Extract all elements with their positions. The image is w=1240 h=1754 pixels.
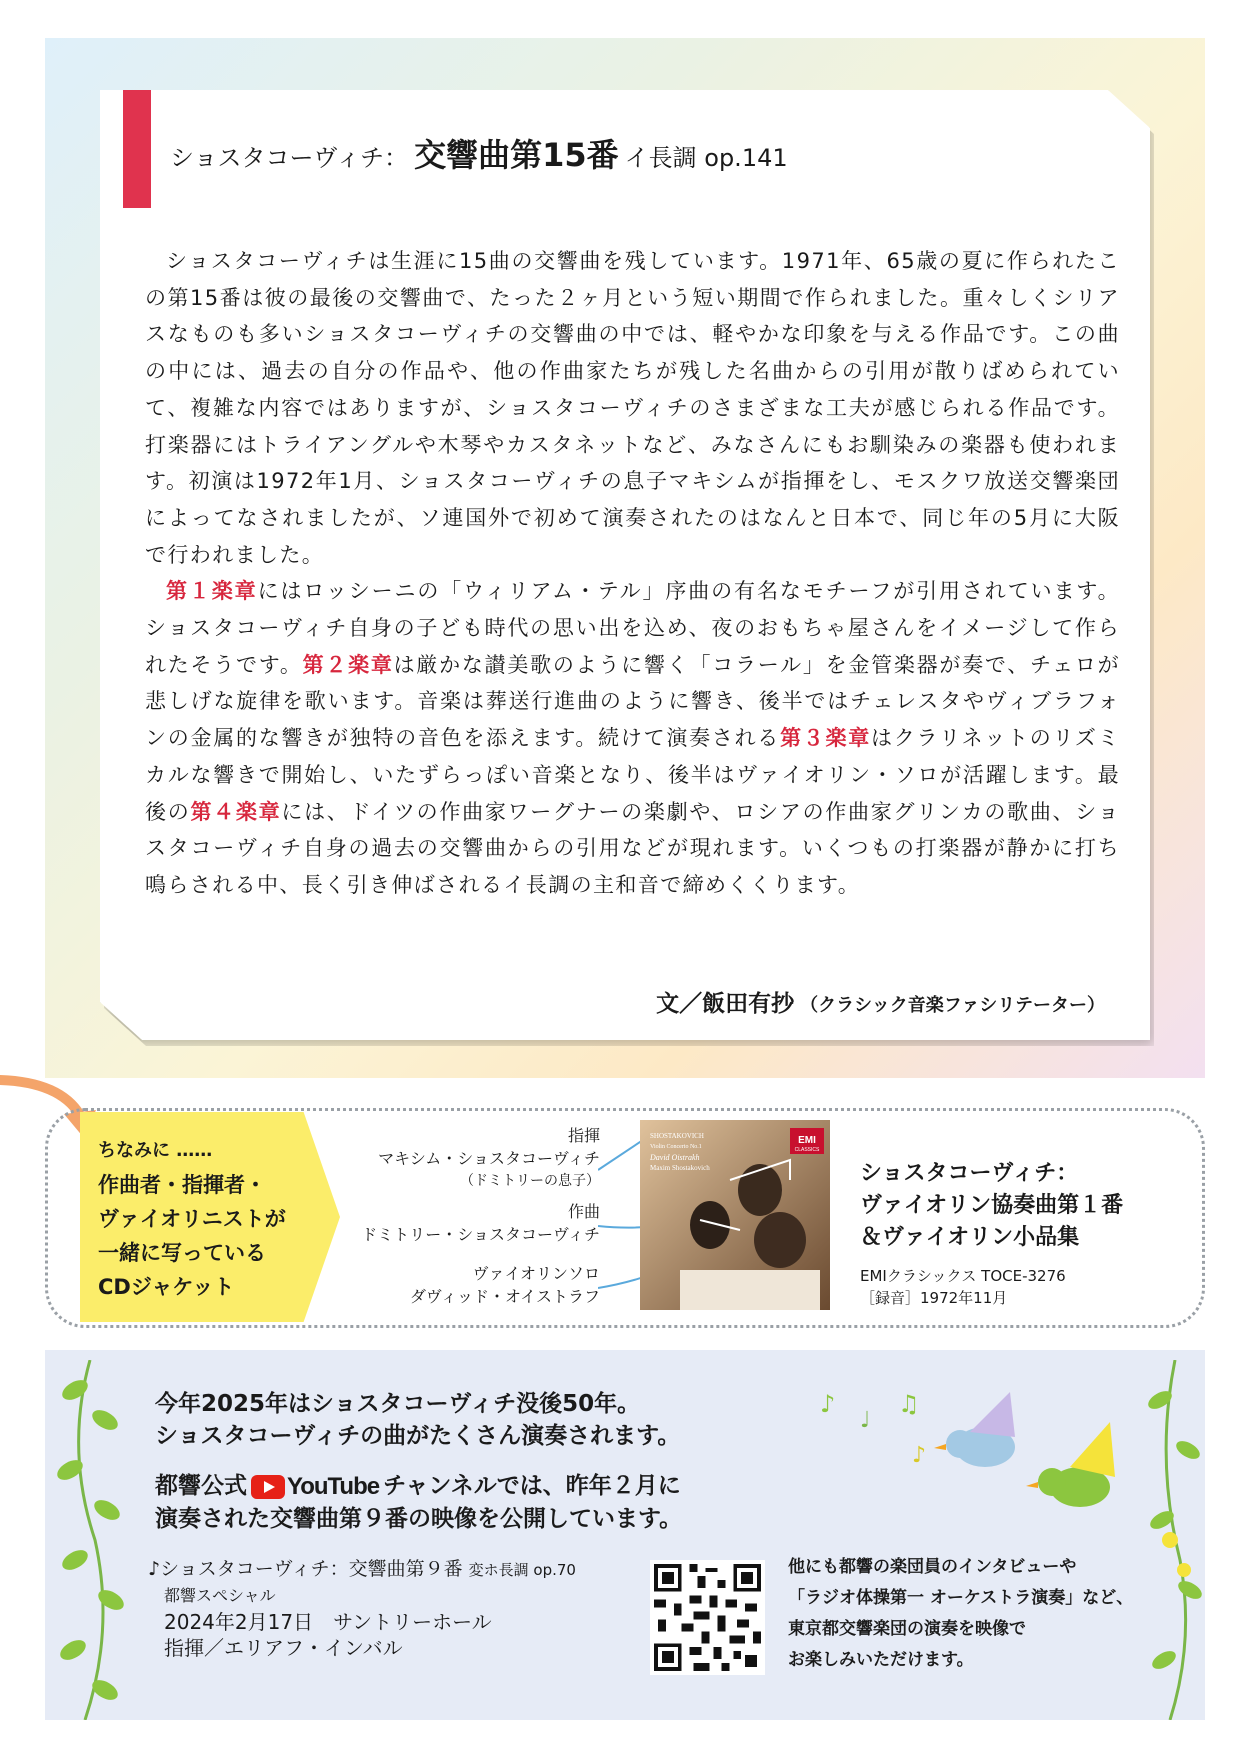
byline-author: 文／飯田有抄	[656, 991, 795, 1017]
youtube-announcement	[155, 1470, 682, 1535]
tag-line-2: 作曲者・指揮者・	[98, 1173, 266, 1197]
right-line-1: 他にも都響の楽団員のインタビューや	[788, 1557, 1077, 1577]
movement-4-label: 第４楽章	[190, 799, 282, 824]
work-series: 都響スペシャル	[164, 1586, 276, 1605]
cd-catalog: EMIクラシックス TOCE-3276	[860, 1267, 1066, 1285]
movement-3-text: はクラリネットのリズミカルな響きで開始し、いたずらっぽい音楽となり、後半はヴァイオリン・ソロが活躍します。最後の	[145, 726, 1120, 824]
movement-4-text: には、ドイツの作曲家ワーグナーの楽劇や、ロシアの作曲家グリンカの歌曲、ショスタコーヴィチ自身の過去の交響曲からの引用などが現れます。いくつもの打楽器が静かに打ち鳴らされる中、長く引き伸ばされるイ長調の主和音で締めくくります。	[145, 799, 1120, 897]
work-key: 変ホ長調 op.70	[468, 1561, 576, 1579]
article-body	[145, 243, 1120, 904]
tag-line-5: CDジャケット	[98, 1275, 235, 1299]
title-accent-bar	[123, 90, 151, 208]
lead-line-2: ショスタコーヴィチの曲がたくさん演奏されます。	[155, 1423, 681, 1449]
svg-text:♪: ♪	[820, 1390, 836, 1418]
paragraph-2	[145, 573, 1120, 903]
qr-code-icon[interactable]	[650, 1560, 765, 1675]
right-line-3: 東京都交響楽団の演奏を映像で	[788, 1619, 1026, 1639]
movement-3-label: 第３楽章	[780, 726, 872, 751]
article-title	[170, 130, 788, 176]
composer-name: ドミトリー・ショスタコーヴィチ	[361, 1225, 600, 1244]
title-composer: ショスタコーヴィチ：	[170, 144, 409, 172]
cd-meta	[860, 1265, 1066, 1309]
cd-jacket-image	[640, 1120, 830, 1310]
movement-1-text: にはロッシーニの「ウィリアム・テル」序曲の有名なモチーフが引用されています。ショスタコーヴィチ自身の子ども時代の思い出を込め、夜のおもちゃ屋さんをイメージして作られたそうです。	[145, 579, 1120, 677]
cd-recorded: ［録音］1972年11月	[860, 1289, 1008, 1307]
cover-label: EMI	[798, 1135, 816, 1146]
conductor-label	[378, 1124, 600, 1193]
title-work: 交響曲第15番	[414, 136, 619, 174]
work-line: ♪ショスタコーヴィチ：交響曲第９番	[148, 1558, 463, 1580]
right-line-4: お楽しみいただけます。	[788, 1650, 974, 1670]
movement-2-text: は厳かな讃美歌のように響く「コラール」を金管楽器が奏で、チェロが悲しげな旋律を歌います。音楽は葬送行進曲のように響き、後半ではチェレスタやヴィブラフォンの金属的な響きが独特の音色を添えます。続けて演奏される	[145, 652, 1120, 751]
anniversary-lead	[155, 1388, 680, 1452]
cd-title-line-3: ＆ヴァイオリン小品集	[860, 1225, 1080, 1250]
work-conductor: 指揮／エリアフ・インバル	[164, 1636, 403, 1660]
work-date-venue: 2024年2月17日 サントリーホール	[164, 1610, 492, 1634]
svg-text:♪: ♪	[912, 1443, 927, 1468]
cd-title-line-1: ショスタコーヴィチ：	[860, 1161, 1079, 1186]
right-line-2: 「ラジオ体操第一 オーケストラ演奏」など、	[788, 1588, 1134, 1608]
conductor-role: 指揮	[567, 1126, 600, 1145]
tag-line-3: ヴァイオリニストが	[98, 1207, 286, 1231]
tag-line-1: ちなみに ……	[98, 1140, 213, 1161]
byline-role: （クラシック音楽ファシリテーター）	[800, 995, 1105, 1016]
violin-role: ヴァイオリンソロ	[472, 1264, 600, 1283]
cover-composer: SHOSTAKOVICH	[650, 1132, 704, 1140]
yt-prefix: 都響公式	[155, 1473, 247, 1499]
cover-conductor: Maxim Shostakovich	[650, 1164, 710, 1172]
cd-title-line-2: ヴァイオリン協奏曲第１番	[860, 1193, 1124, 1218]
movement-2-label: 第２楽章	[302, 652, 394, 677]
tag-line-4: 一緒に写っている	[98, 1241, 266, 1265]
yt-line-2: 演奏された交響曲第９番の映像を公開しています。	[155, 1505, 683, 1532]
yt-suffix: チャンネルでは、昨年２月に	[383, 1473, 681, 1499]
left-vine-icon	[45, 1360, 135, 1720]
composer-label	[361, 1200, 600, 1246]
cd-title	[860, 1158, 1123, 1254]
title-key: イ長調 op.141	[624, 144, 788, 172]
youtube-play-icon	[251, 1475, 285, 1499]
svg-text:♫: ♫	[898, 1390, 920, 1418]
conductor-name: マキシム・ショスタコーヴィチ	[378, 1149, 600, 1168]
svg-text:♩: ♩	[860, 1408, 871, 1433]
right-vine-icon	[1140, 1360, 1205, 1720]
youtube-wordmark: YouTube	[287, 1472, 380, 1500]
cd-note-text	[98, 1134, 286, 1304]
cover-line1: Violin Concerto No.1	[650, 1144, 702, 1150]
birds-and-notes-icon	[820, 1382, 1140, 1522]
composer-role: 作曲	[567, 1202, 600, 1221]
movement-1-label: 第１楽章	[166, 579, 258, 604]
byline	[656, 985, 1105, 1018]
paragraph-1: ショスタコーヴィチは生涯に15曲の交響曲を残しています。1971年、65歳の夏に作られたこの第15番は彼の最後の交響曲で、たった２ヶ月という短い期間で作られました。重々しくシリアスなものも多いショスタコーヴィチの交響曲の中では、軽やかな印象を与える作品です。この曲の中には、過去の自分の作品や、他の作曲家たちが残した名曲からの引用が散りばめられていて、複雑な内容ではありますが、ショスタコーヴィチのさまざまな工夫が感じられる作品です。打楽器にはトライアングルや木琴やカスタネットなど、みなさんにもお馴染みの楽器も使われます。初演は1972年1月、ショスタコーヴィチの息子マキシムが指揮をし、モスクワ放送交響楽団によってなされましたが、ソ連国外で初めて演奏されたのはなんと日本で、同じ年の5月に大阪で行われました。	[145, 249, 1120, 567]
lead-line-1: 今年2025年はショスタコーヴィチ没後50年。	[155, 1391, 641, 1417]
youtube-logo[interactable]	[251, 1471, 379, 1503]
cover-soloist: David Oistrakh	[650, 1153, 700, 1162]
cover-label-sub: CLASSICS	[794, 1147, 820, 1153]
conductor-note: （ドミトリーの息子）	[460, 1173, 600, 1189]
more-videos-note	[788, 1552, 1133, 1676]
violin-name: ダヴィッド・オイストラフ	[409, 1287, 600, 1306]
featured-work	[148, 1556, 576, 1661]
violin-label	[410, 1262, 600, 1308]
